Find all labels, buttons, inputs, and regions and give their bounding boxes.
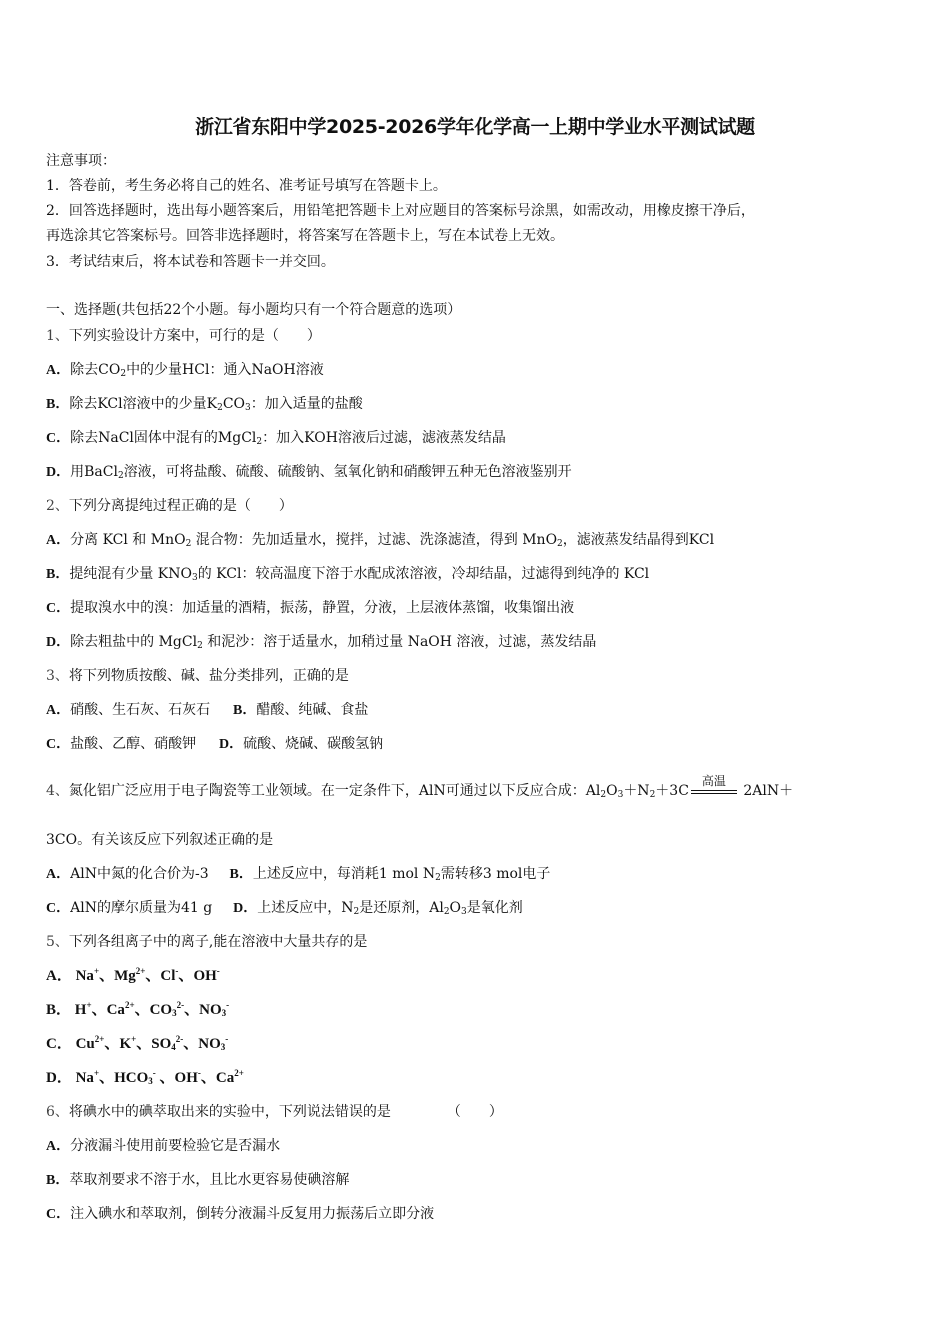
question-1-option-c: C．除去NaCl固体中混有的MgCl$_2$：加入KOH溶液后过滤，滤液蒸发结晶 — [46, 430, 506, 447]
question-2-option-c: C．提取溴水中的溴：加适量的酒精，振荡，静置，分液，上层液体蒸馏，收集馏出液 — [46, 600, 575, 616]
question-3-options-cd: C．盐酸、乙醇、硝酸钾 D．硫酸、烧碱、碳酸氢钠 — [46, 736, 384, 752]
notice-item-3: 3．考试结束后，将本试卷和答题卡一并交回。 — [46, 254, 335, 270]
question-6-stem: 6、将碘水中的碘萃取出来的实验中，下列说法错误的是 （ ） — [46, 1104, 503, 1120]
question-4-stem: 4、氮化铝广泛应用于电子陶瓷等工业领域。在一定条件下，AlN可通过以下反应合成：$Al_2O_3+N_2+3C$ 高温 2AlN＋ — [46, 774, 794, 800]
question-1-option-d: D．用BaCl$_2$溶液，可将盐酸、硫酸、硫酸钠、氢氧化钠和硝酸钾五种无色溶液鉴别开 — [46, 464, 572, 481]
question-6-option-b: B．萃取剂要求不溶于水，且比水更容易使碘溶解 — [46, 1172, 350, 1188]
question-5-option-a: A． Na+、$Mg^{2+}$、Cl-、OH- — [46, 966, 220, 984]
answer-blank: （ ） — [446, 1104, 503, 1120]
question-5-option-d: D． Na+、$HCO_3^-$ 、OH-、$Ca^{2+}$ — [46, 1068, 244, 1086]
question-4-options-ab: A．AlN中氮的化合价为-3 B．上述反应中，每消耗1 mol $N_2$需转移3 mol电子 — [46, 866, 551, 883]
question-5-option-b: B． H+、$Ca^{2+}$、$CO_3^{2-}$、$NO_3^-$ — [46, 1000, 230, 1018]
question-2-option-b: B．提纯混有少量 $KNO_3$的 KCl：较高温度下溶于水配成浓溶液，冷却结晶，过滤得到纯净的 KCl — [46, 566, 650, 583]
question-2-option-a: A．分离 KCl 和 MnO$_2$ 混合物：先加适量水，搅拌，过滤、洗涤滤渣，得到 MnO$_2$，滤液蒸发结晶得到KCl — [46, 532, 715, 549]
question-2-stem: 2、下列分离提纯过程正确的是（ ） — [46, 498, 293, 514]
question-6-option-c: C．注入碘水和萃取剂，倒转分液漏斗反复用力振荡后立即分液 — [46, 1206, 435, 1222]
question-1-stem: 1、下列实验设计方案中，可行的是（ ） — [46, 328, 321, 344]
notice-item-2-cont: 再选涂其它答案标号。回答非选择题时，将答案写在答题卡上，写在本试卷上无效。 — [46, 228, 564, 244]
question-6-option-a: A．分液漏斗使用前要检验它是否漏水 — [46, 1138, 281, 1154]
section-heading: 一、选择题(共包括22个小题。每小题均只有一个符合题意的选项） — [46, 302, 462, 318]
question-3-options-ab: A．硝酸、生石灰、石灰石 B．醋酸、纯碱、食盐 — [46, 702, 369, 718]
question-3-stem: 3、将下列物质按酸、碱、盐分类排列，正确的是 — [46, 668, 349, 684]
question-5-stem: 5、下列各组离子中的离子,能在溶液中大量共存的是 — [46, 934, 368, 950]
notice-item-2: 2．回答选择题时，选出每小题答案后，用铅笔把答题卡上对应题目的答案标号涂黑，如需改动，用橡皮擦干净后， — [46, 203, 755, 219]
question-4-options-cd: C．AlN的摩尔质量为41 g D．上述反应中，$N_2$是还原剂，$Al_2O_3$是氧化剂 — [46, 900, 523, 917]
question-1-option-a: A．除去$CO_2$中的少量HCl：通入NaOH溶液 — [46, 362, 324, 379]
question-1-option-b: B．除去KCl溶液中的少量$K_2CO_3$：加入适量的盐酸 — [46, 396, 363, 413]
question-4-stem-cont: 3CO。有关该反应下列叙述正确的是 — [46, 832, 274, 848]
reaction-condition-high-temp: 高温 — [689, 782, 739, 800]
question-2-option-d: D．除去粗盐中的 MgCl$_2$ 和泥沙：溶于适量水，加稍过量 NaOH 溶液，过滤，蒸发结晶 — [46, 634, 597, 651]
page-title: 浙江省东阳中学2025-2026学年化学高一上期中学业水平测试试题 — [195, 116, 755, 138]
notice-heading: 注意事项： — [46, 153, 116, 169]
question-5-option-c: C． $Cu^{2+}$、K+、$SO_4^{2-}$、$NO_3^-$ — [46, 1034, 229, 1052]
notice-item-1: 1．答卷前，考生务必将自己的姓名、准考证号填写在答题卡上。 — [46, 178, 447, 194]
